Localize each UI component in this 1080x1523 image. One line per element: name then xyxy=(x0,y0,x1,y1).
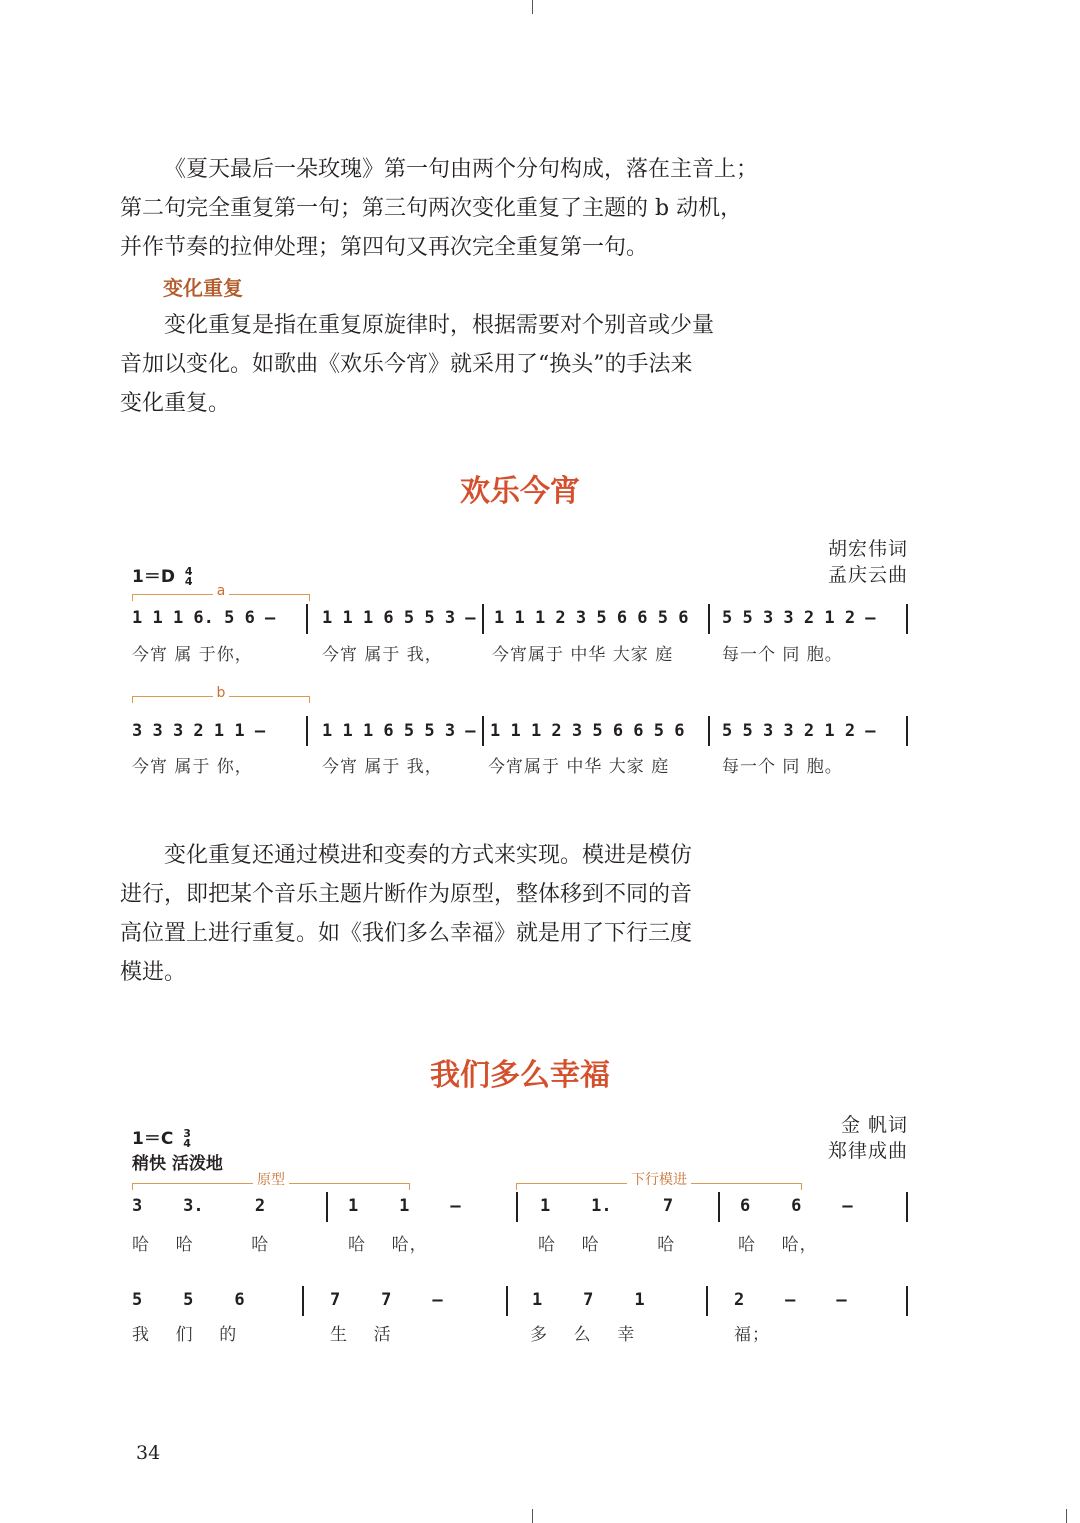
sequence-paragraph xyxy=(120,836,720,992)
text-line: 并作节奏的拉伸处理；第四句又再次完全重复第一句。 xyxy=(120,235,649,260)
lyric-line: 今宵属于 中华 大家 庭 xyxy=(492,645,674,665)
lyric-line: 生 活 xyxy=(330,1325,392,1345)
bar-line xyxy=(708,604,710,634)
bar-line xyxy=(906,716,908,746)
meter-bottom: 4 xyxy=(184,575,193,588)
composer: 孟庆云曲 xyxy=(827,564,908,586)
notation-measure: 3 3 3 2 1 1 – xyxy=(132,721,266,741)
notation-measure: 5 5 3 3 2 1 2 – xyxy=(722,608,876,628)
section-heading: 变化重复 xyxy=(163,276,243,300)
text-line: 变化重复还通过模进和变奏的方式来实现。模进是模仿 xyxy=(164,843,693,868)
meter-top: 4 xyxy=(184,565,193,578)
text-line: 音加以变化。如歌曲《欢乐今宵》就采用了“换头”的手法来 xyxy=(120,352,693,377)
bar-line xyxy=(516,1192,518,1222)
song-title: 我们多么幸福 xyxy=(430,1058,610,1093)
text-line: 第二句完全重复第一句；第三句两次变化重复了主题的 b 动机， xyxy=(120,196,743,221)
lyric-line: 每一个 同 胞。 xyxy=(722,645,843,665)
notation-measure: 1 1. 7 xyxy=(540,1196,674,1216)
meter-top: 3 xyxy=(183,1127,191,1140)
bar-line xyxy=(718,1192,720,1222)
key-text: 1＝C xyxy=(132,1129,174,1149)
notation-measure: 1 1 1 6. 5 6 – xyxy=(132,608,276,628)
key-text: 1＝D xyxy=(132,567,175,587)
song-title: 欢乐今宵 xyxy=(460,474,580,509)
crop-mark xyxy=(532,0,533,14)
intro-paragraph xyxy=(120,150,759,267)
variation-paragraph xyxy=(120,306,720,423)
text-line: 进行，即把某个音乐主题片断作为原型，整体移到不同的音 xyxy=(120,882,693,907)
bracket-label: a xyxy=(213,583,230,599)
notation-measure: 5 5 6 xyxy=(132,1290,245,1310)
notation-measure: 6 6 – xyxy=(740,1196,853,1216)
lyric-line: 今宵 属于 你， xyxy=(132,757,253,777)
text-line: 《夏天最后一朵玫瑰》第一句由两个分句构成，落在主音上； xyxy=(164,157,759,182)
notation-measure: 1 1 1 6 5 5 3 – xyxy=(322,608,476,628)
bar-line xyxy=(906,1192,908,1222)
notation-measure: 2 – – xyxy=(734,1290,847,1310)
lyric-line: 哈 哈 哈 xyxy=(538,1235,676,1255)
notation-measure: 1 1 1 2 3 5 6 6 5 6 xyxy=(494,608,689,628)
notation-measure: 1 7 1 xyxy=(532,1290,645,1310)
text-line: 变化重复。 xyxy=(120,391,231,416)
crop-mark xyxy=(532,1509,533,1523)
text-line: 变化重复是指在重复原旋律时，根据需要对个别音或少量 xyxy=(164,313,715,338)
bar-line xyxy=(482,604,484,634)
lyric-line: 今宵 属于 我， xyxy=(322,757,443,777)
page-number: 34 xyxy=(136,1442,161,1464)
bar-line xyxy=(906,604,908,634)
lyric-line: 我 们 的 xyxy=(132,1325,238,1345)
lyricist: 胡宏伟词 xyxy=(827,538,908,560)
bar-line xyxy=(306,716,308,746)
key-signature xyxy=(132,1124,191,1149)
prototype-bracket xyxy=(132,1172,410,1190)
lyric-line: 哈 哈， xyxy=(738,1235,818,1255)
lyricist: 金 帆词 xyxy=(840,1114,908,1136)
lyric-line: 今宵属于 中华 大家 庭 xyxy=(488,757,670,777)
motif-bracket-b xyxy=(132,685,310,703)
bracket-label: 原型 xyxy=(253,1172,289,1188)
meter-bottom: 4 xyxy=(183,1137,191,1150)
notation-measure: 1 1 1 2 3 5 6 6 5 6 xyxy=(490,721,685,741)
lyric-line: 哈 哈， xyxy=(348,1235,428,1255)
bar-line xyxy=(326,1192,328,1222)
bar-line xyxy=(306,604,308,634)
tempo-marking: 稍快 活泼地 xyxy=(132,1154,223,1174)
notation-measure: 7 7 – xyxy=(330,1290,443,1310)
bracket-label: b xyxy=(213,685,230,701)
text-line: 模进。 xyxy=(120,960,187,985)
lyric-line: 今宵 属于 我， xyxy=(322,645,443,665)
notation-measure: 3 3. 2 xyxy=(132,1196,266,1216)
motif-bracket-a xyxy=(132,583,310,601)
sequence-bracket xyxy=(516,1172,802,1190)
lyric-line: 今宵 属 于你， xyxy=(132,645,253,665)
notation-measure: 1 1 1 6 5 5 3 – xyxy=(322,721,476,741)
lyric-line: 福； xyxy=(734,1325,770,1345)
bar-line xyxy=(482,716,484,746)
bar-line xyxy=(302,1286,304,1316)
text-line: 高位置上进行重复。如《我们多么幸福》就是用了下行三度 xyxy=(120,921,693,946)
bar-line xyxy=(906,1286,908,1316)
notation-measure: 5 5 3 3 2 1 2 – xyxy=(722,721,876,741)
bracket-label: 下行模进 xyxy=(627,1172,691,1188)
lyric-line: 哈 哈 哈 xyxy=(132,1235,270,1255)
bar-line xyxy=(708,716,710,746)
bar-line xyxy=(706,1286,708,1316)
song-credits xyxy=(828,536,908,588)
bar-line xyxy=(506,1286,508,1316)
lyric-line: 每一个 同 胞。 xyxy=(722,757,843,777)
song-credits xyxy=(828,1112,908,1164)
lyric-line: 多 么 幸 xyxy=(530,1325,636,1345)
notation-measure: 1 1 – xyxy=(348,1196,461,1216)
crop-mark xyxy=(1066,1509,1067,1523)
time-signature xyxy=(183,1129,191,1149)
composer: 郑律成曲 xyxy=(827,1140,908,1162)
